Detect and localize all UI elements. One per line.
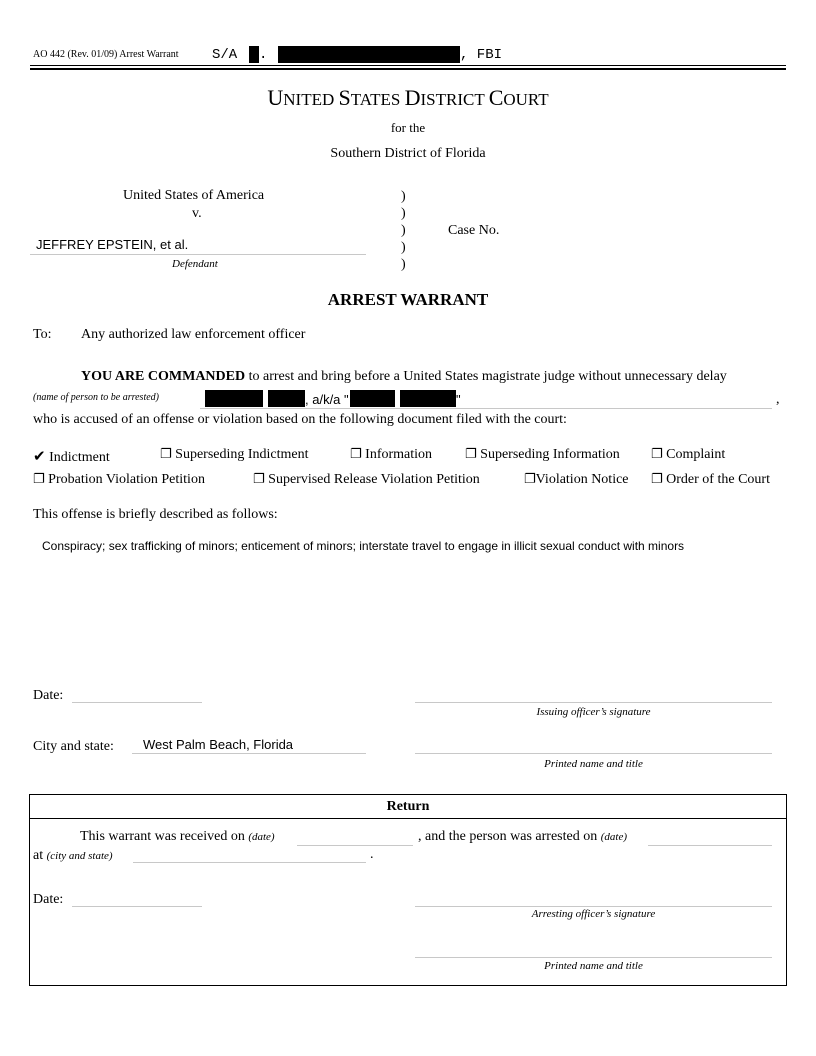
city-label: City and state:: [33, 739, 114, 754]
checked-box-icon: ✔: [33, 447, 46, 465]
doc-option-complaint[interactable]: ❐ Complaint: [651, 447, 726, 462]
doc-option-supervised-release[interactable]: ❐ Supervised Release Violation Petition: [253, 472, 480, 487]
court-title: UNITED STATES DISTRICT COURT: [267, 85, 549, 110]
return-date-line: [72, 906, 202, 907]
checkbox-icon: ❐: [253, 472, 265, 487]
return-printed-name-label: Printed name and title: [544, 960, 643, 972]
return-date-label: Date:: [33, 892, 64, 907]
paren: ): [401, 240, 406, 255]
paren: ): [401, 257, 406, 272]
agent-dot: .: [259, 47, 268, 63]
defendant-label: Defendant: [172, 258, 218, 270]
to-text: Any authorized law enforcement officer: [81, 327, 306, 342]
person-comma: ,: [776, 392, 780, 407]
offense-intro: This offense is briefly described as follows:: [33, 507, 278, 522]
checkbox-icon: ❐: [160, 447, 172, 462]
received-text: This warrant was received on (date): [80, 829, 275, 844]
return-title: Return: [386, 799, 430, 814]
checkbox-icon: ❐: [465, 447, 477, 462]
accused-text: who is accused of an offense or violation based on the following document filed with the court:: [33, 412, 567, 427]
case-no-label: Case No.: [448, 223, 500, 238]
arrested-date-line: [648, 845, 772, 846]
doc-option-violation-notice[interactable]: ❐Violation Notice: [524, 472, 629, 487]
checkbox-icon: ❐: [524, 472, 536, 487]
checkbox-icon: ❐: [33, 472, 45, 487]
arrest-city-line: [133, 862, 366, 863]
agent-suffix: , FBI: [460, 47, 503, 63]
paren: ): [401, 206, 406, 221]
header-rule: [30, 68, 786, 70]
arrested-text: , and the person was arrested on (date): [418, 829, 627, 844]
warrant-title: ARREST WARRANT: [327, 290, 489, 309]
return-title-rule: [29, 818, 787, 819]
form-id: AO 442 (Rev. 01/09) Arrest Warrant: [33, 49, 179, 60]
checkbox-icon: ❐: [350, 447, 362, 462]
agent-prefix: S/A: [212, 47, 238, 63]
redaction-block: [350, 390, 395, 407]
person-line: [200, 408, 772, 409]
redaction-block: [268, 390, 305, 407]
redaction-block: [205, 390, 263, 407]
issuing-signature-label: Issuing officer’s signature: [536, 706, 651, 718]
at-label: at (city and state): [33, 848, 113, 863]
printed-name-line: [415, 753, 772, 754]
versus: v.: [192, 206, 202, 221]
date-label: Date:: [33, 688, 64, 703]
aka-text: , a/k/a ": [305, 392, 349, 407]
for-the: for the: [390, 120, 426, 135]
issuing-signature-line: [415, 702, 772, 703]
offense-description: Conspiracy; sex trafficking of minors; enticement of minors; interstate travel to engage in illicit sexual conduct with minors: [42, 539, 685, 553]
header-rule: [30, 65, 786, 66]
doc-option-probation-violation[interactable]: ❐ Probation Violation Petition: [33, 472, 205, 487]
doc-option-order-of-court[interactable]: ❐ Order of the Court: [651, 472, 770, 487]
received-date-line: [297, 845, 413, 846]
defendant-name: JEFFREY EPSTEIN, et al.: [36, 237, 189, 252]
doc-option-indictment[interactable]: ✔ Indictment: [33, 447, 110, 465]
command-text: YOU ARE COMMANDED to arrest and bring before a United States magistrate judge without unnecessary delay: [81, 369, 727, 384]
arresting-signature-line: [415, 906, 772, 907]
defendant-line: [30, 254, 366, 255]
person-label: (name of person to be arrested): [33, 392, 159, 403]
return-printed-name-line: [415, 957, 772, 958]
aka-close-quote: ": [456, 392, 461, 407]
doc-option-superseding-information[interactable]: ❐ Superseding Information: [465, 447, 620, 462]
paren: ): [401, 189, 406, 204]
arrest-city-period: .: [370, 847, 374, 862]
city-line: [132, 753, 366, 754]
redaction-block: [249, 46, 259, 63]
city-value: West Palm Beach, Florida: [143, 737, 294, 752]
printed-name-label: Printed name and title: [544, 758, 643, 770]
district: Southern District of Florida: [330, 146, 486, 161]
redaction-block: [400, 390, 456, 407]
redaction-block: [278, 46, 460, 63]
to-label: To:: [33, 327, 52, 342]
paren: ): [401, 223, 406, 238]
checkbox-icon: ❐: [651, 447, 663, 462]
doc-option-information[interactable]: ❐ Information: [350, 447, 433, 462]
date-line: [72, 702, 202, 703]
plaintiff: United States of America: [123, 188, 265, 203]
checkbox-icon: ❐: [651, 472, 663, 487]
arresting-signature-label: Arresting officer’s signature: [531, 908, 656, 920]
doc-option-superseding-indictment[interactable]: ❐ Superseding Indictment: [160, 447, 309, 462]
